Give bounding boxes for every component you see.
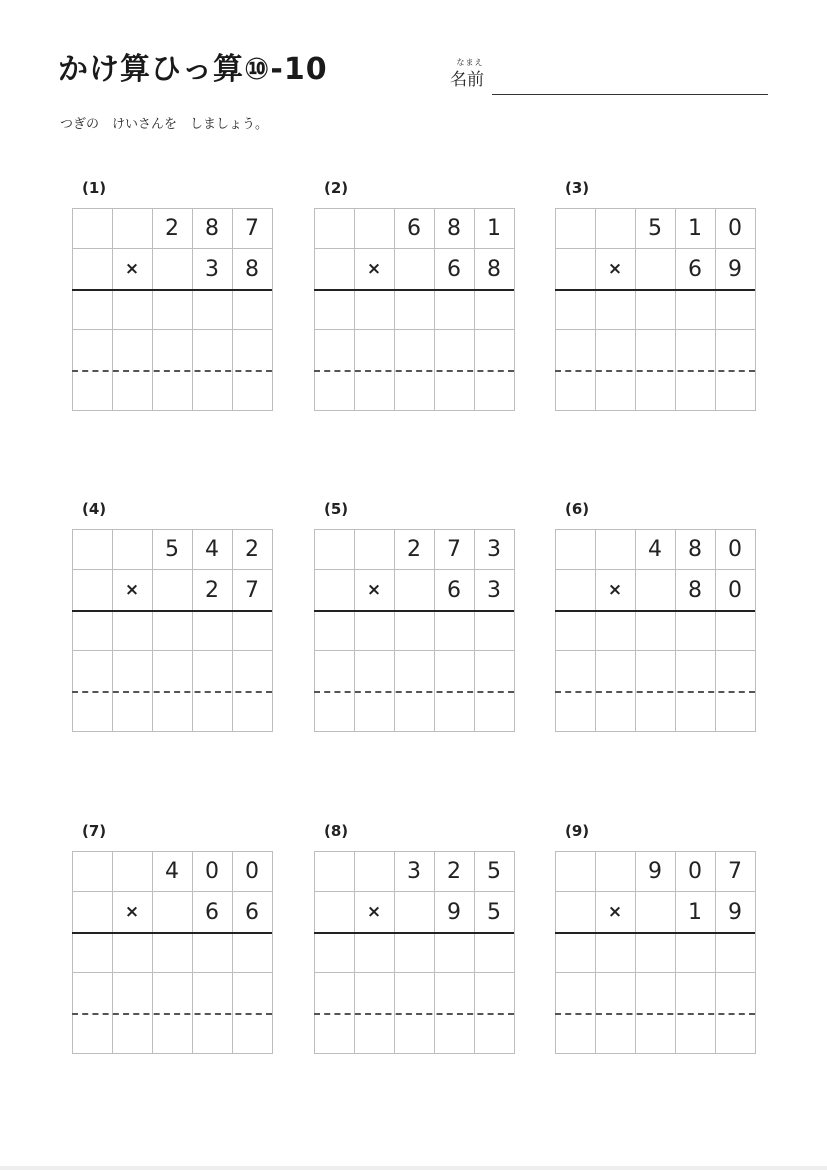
top-digit-tens: 8 [447,215,461,241]
bottom-digit-ones: 7 [245,577,259,603]
grid-column-line [72,208,73,411]
grid-column-line [394,529,395,732]
grid-column-line [675,208,676,411]
grid-column-line [192,529,193,732]
multiply-sign: × [124,902,140,922]
answer-separator-line [72,932,272,934]
top-digit-tens: 0 [688,858,702,884]
problem-label: (1) [82,179,107,197]
partial-sum-dashed-line [314,691,514,693]
grid-column-line [675,529,676,732]
grid-row-line [72,410,272,411]
top-digit-ones: 0 [728,536,742,562]
multiply-sign: × [366,902,382,922]
grid-column-line [272,851,273,1054]
grid-column-line [434,851,435,1054]
problem-label: (9) [565,822,590,840]
grid-column-line [354,529,355,732]
answer-separator-line [72,289,272,291]
grid-row-line [314,529,514,530]
top-digit-hundreds: 6 [407,215,421,241]
bottom-digit-tens: 6 [688,256,702,282]
grid-column-line [112,851,113,1054]
worksheet-title: かけ算ひっ算⑩-10 [58,52,328,87]
top-digit-tens: 4 [205,536,219,562]
top-digit-ones: 3 [487,536,501,562]
calc-grid [72,529,272,732]
top-digit-tens: 1 [688,215,702,241]
grid-column-line [112,529,113,732]
top-digit-hundreds: 4 [165,858,179,884]
grid-row-line [72,248,272,249]
answer-separator-line [555,289,755,291]
grid-column-line [514,208,515,411]
grid-row-line [555,208,755,209]
name-label: 名前 [450,70,484,90]
grid-row-line [72,891,272,892]
bottom-digit-ones: 9 [728,899,742,925]
top-digit-ones: 5 [487,858,501,884]
grid-column-line [595,208,596,411]
top-digit-tens: 8 [688,536,702,562]
partial-sum-dashed-line [555,691,755,693]
bottom-digit-ones: 8 [245,256,259,282]
grid-column-line [232,851,233,1054]
multiply-sign: × [366,259,382,279]
instruction-text: つぎの けいさんを しましょう。 [60,117,269,132]
top-digit-tens: 7 [447,536,461,562]
grid-column-line [555,851,556,1054]
problem-label: (3) [565,179,590,197]
top-digit-tens: 2 [447,858,461,884]
problem-label: (5) [324,500,349,518]
grid-column-line [354,851,355,1054]
bottom-digit-ones: 0 [728,577,742,603]
grid-row-line [555,410,755,411]
top-digit-ones: 7 [245,215,259,241]
grid-column-line [675,851,676,1054]
multiply-sign: × [124,580,140,600]
top-digit-ones: 0 [245,858,259,884]
grid-row-line [314,851,514,852]
partial-sum-dashed-line [72,691,272,693]
grid-column-line [434,208,435,411]
top-digit-hundreds: 5 [648,215,662,241]
grid-row-line [314,891,514,892]
partial-sum-dashed-line [314,1013,514,1015]
answer-separator-line [314,932,514,934]
grid-column-line [755,208,756,411]
answer-separator-line [72,610,272,612]
partial-sum-dashed-line [72,370,272,372]
grid-column-line [715,529,716,732]
grid-row-line [72,851,272,852]
grid-column-line [192,208,193,411]
grid-row-line [314,248,514,249]
grid-column-line [314,851,315,1054]
grid-row-line [555,1053,755,1054]
grid-column-line [595,851,596,1054]
grid-column-line [314,208,315,411]
grid-row-line [555,891,755,892]
name-ruby: なまえ [456,58,484,67]
grid-row-line [314,972,514,973]
grid-column-line [595,529,596,732]
grid-row-line [314,569,514,570]
grid-row-line [314,650,514,651]
multiply-sign: × [607,902,623,922]
page-bottom-edge [0,1166,827,1170]
multiply-sign: × [124,259,140,279]
bottom-digit-ones: 5 [487,899,501,925]
partial-sum-dashed-line [314,370,514,372]
grid-row-line [314,1053,514,1054]
grid-row-line [555,851,755,852]
multiply-sign: × [607,580,623,600]
grid-column-line [152,529,153,732]
grid-row-line [72,329,272,330]
top-digit-tens: 8 [205,215,219,241]
bottom-digit-tens: 9 [447,899,461,925]
bottom-digit-ones: 8 [487,256,501,282]
grid-row-line [72,529,272,530]
grid-column-line [635,208,636,411]
bottom-digit-tens: 3 [205,256,219,282]
answer-separator-line [555,610,755,612]
multiply-sign: × [607,259,623,279]
grid-column-line [514,851,515,1054]
grid-column-line [272,529,273,732]
answer-separator-line [314,289,514,291]
grid-row-line [314,329,514,330]
grid-column-line [474,208,475,411]
calc-grid [555,851,755,1054]
grid-row-line [72,569,272,570]
bottom-digit-tens: 2 [205,577,219,603]
grid-column-line [555,529,556,732]
grid-row-line [314,410,514,411]
top-digit-tens: 0 [205,858,219,884]
partial-sum-dashed-line [555,370,755,372]
problem-label: (2) [324,179,349,197]
grid-column-line [394,851,395,1054]
bottom-digit-ones: 6 [245,899,259,925]
top-digit-hundreds: 2 [407,536,421,562]
grid-column-line [755,851,756,1054]
calc-grid [72,208,272,411]
grid-column-line [514,529,515,732]
grid-row-line [555,650,755,651]
top-digit-ones: 7 [728,858,742,884]
grid-column-line [112,208,113,411]
bottom-digit-ones: 9 [728,256,742,282]
bottom-digit-ones: 3 [487,577,501,603]
problem-label: (6) [565,500,590,518]
problem-label: (8) [324,822,349,840]
grid-column-line [152,208,153,411]
calc-grid [314,851,514,1054]
grid-row-line [72,208,272,209]
top-digit-hundreds: 4 [648,536,662,562]
grid-row-line [555,569,755,570]
bottom-digit-tens: 8 [688,577,702,603]
top-digit-hundreds: 9 [648,858,662,884]
grid-row-line [72,650,272,651]
calc-grid [314,529,514,732]
calc-grid [314,208,514,411]
grid-row-line [555,731,755,732]
top-digit-hundreds: 5 [165,536,179,562]
grid-column-line [72,851,73,1054]
name-write-line[interactable] [492,94,768,95]
bottom-digit-tens: 6 [447,577,461,603]
grid-row-line [555,248,755,249]
top-digit-ones: 0 [728,215,742,241]
problem-label: (4) [82,500,107,518]
grid-row-line [72,972,272,973]
answer-separator-line [314,610,514,612]
top-digit-ones: 2 [245,536,259,562]
partial-sum-dashed-line [72,1013,272,1015]
grid-column-line [635,529,636,732]
grid-row-line [72,731,272,732]
grid-column-line [474,851,475,1054]
calc-grid [72,851,272,1054]
multiply-sign: × [366,580,382,600]
grid-column-line [434,529,435,732]
grid-column-line [394,208,395,411]
grid-column-line [715,851,716,1054]
answer-separator-line [555,932,755,934]
grid-row-line [555,972,755,973]
grid-column-line [272,208,273,411]
top-digit-hundreds: 2 [165,215,179,241]
grid-row-line [555,529,755,530]
calc-grid [555,208,755,411]
grid-row-line [314,208,514,209]
top-digit-ones: 1 [487,215,501,241]
grid-row-line [72,1053,272,1054]
grid-row-line [555,329,755,330]
grid-column-line [192,851,193,1054]
grid-column-line [72,529,73,732]
grid-column-line [755,529,756,732]
top-digit-hundreds: 3 [407,858,421,884]
bottom-digit-tens: 6 [447,256,461,282]
bottom-digit-tens: 6 [205,899,219,925]
grid-column-line [555,208,556,411]
grid-column-line [635,851,636,1054]
grid-column-line [314,529,315,732]
grid-column-line [152,851,153,1054]
grid-column-line [474,529,475,732]
calc-grid [555,529,755,732]
partial-sum-dashed-line [555,1013,755,1015]
bottom-digit-tens: 1 [688,899,702,925]
grid-column-line [232,529,233,732]
grid-row-line [314,731,514,732]
grid-column-line [232,208,233,411]
grid-column-line [715,208,716,411]
problem-label: (7) [82,822,107,840]
grid-column-line [354,208,355,411]
